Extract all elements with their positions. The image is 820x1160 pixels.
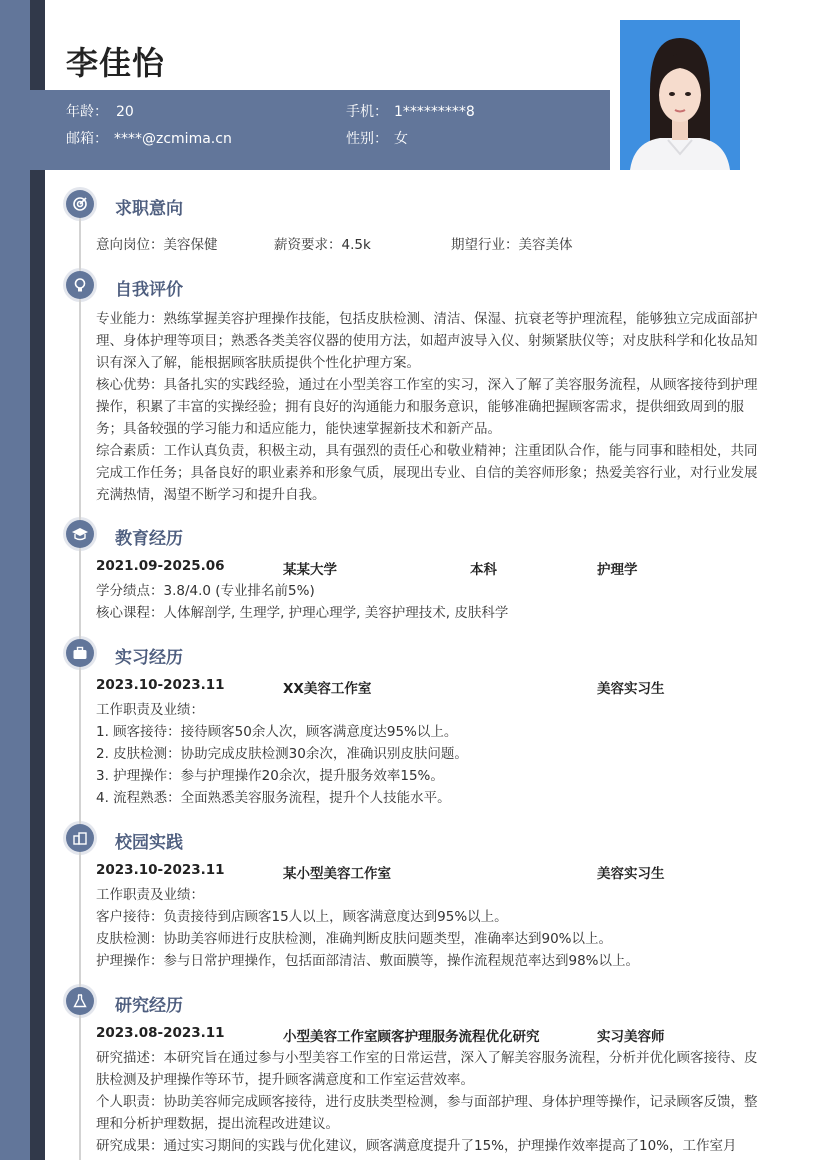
section-title-internship: 实习经历 (115, 648, 183, 668)
bulb-icon (66, 271, 94, 299)
internship-line: 2. 皮肤检测：协助完成皮肤检测30余次，准确识别皮肤问题。 (96, 746, 468, 762)
building-icon (66, 824, 94, 852)
phone-field (346, 101, 475, 121)
research-project: 小型美容工作室顾客护理服务流程优化研究 (283, 1029, 540, 1045)
section-title-campus: 校园实践 (115, 833, 183, 853)
campus-line: 护理操作：参与日常护理操作，包括面部清洁、敷面膜等，操作流程规范率达到98%以上。 (96, 953, 640, 969)
phone-value: 1*********8 (394, 104, 475, 120)
campus-org: 某小型美容工作室 (283, 866, 391, 882)
campus-line: 客户接待：负责接待到店顾客15人以上，顾客满意度达到95%以上。 (96, 909, 508, 925)
education-period: 2021.09-2025.06 (96, 558, 225, 574)
internship-line: 3. 护理操作：参与护理操作20余次，提升服务效率15%。 (96, 768, 444, 784)
gender-value: 女 (394, 131, 408, 147)
internship-line: 4. 流程熟悉：全面熟悉美容服务流程，提升个人技能水平。 (96, 790, 451, 806)
campus-line: 皮肤检测：协助美容师进行皮肤检测，准确判断皮肤问题类型，准确率达到90%以上。 (96, 931, 613, 947)
self-eval-body (96, 308, 766, 506)
age-value: 20 (116, 104, 134, 120)
flask-icon (66, 987, 94, 1015)
phone-label: 手机： (346, 104, 388, 120)
education-major: 护理学 (597, 562, 638, 578)
internship-period: 2023.10-2023.11 (96, 677, 225, 693)
internship-details (96, 699, 766, 809)
education-courses: 核心课程：人体解剖学, 生理学, 护理心理学, 美容护理技术, 皮肤科学 (96, 605, 509, 621)
section-title-research: 研究经历 (115, 996, 183, 1016)
self-eval-overall: 综合素质：工作认真负责，积极主动，具有强烈的责任心和敬业精神；注重团队合作，能与同事和睦相处，共同完成工作任务；具备良好的职业素养和形象气质，展现出专业、自信的美容师形象；热爱美容行业，对行业发展充满热情，渴望不断学习和提升自我。 (96, 443, 758, 503)
education-details (96, 580, 766, 624)
section-title-education: 教育经历 (115, 529, 183, 549)
left-decor-bar-dark-top (30, 0, 45, 90)
internship-role: 美容实习生 (597, 681, 665, 697)
gender-field (346, 128, 408, 148)
research-period: 2023.08-2023.11 (96, 1025, 225, 1041)
candidate-name: 李佳怡 (66, 44, 166, 82)
profile-photo (620, 20, 740, 170)
research-role: 实习美容师 (597, 1029, 665, 1045)
intention-industry: 期望行业：美容美体 (451, 237, 573, 253)
email-field (66, 128, 232, 148)
education-degree: 本科 (470, 562, 497, 578)
campus-details (96, 884, 766, 972)
research-duties: 个人职责：协助美容师完成顾客接待，进行皮肤类型检测，参与面部护理、身体护理等操作，记录顾客反馈，整理和分析护理数据，提出流程改进建议。 (96, 1094, 758, 1132)
age-field (66, 101, 134, 121)
briefcase-icon (66, 639, 94, 667)
intention-position: 意向岗位：美容保健 (96, 237, 218, 253)
age-label: 年龄： (66, 104, 108, 120)
self-eval-professional: 专业能力：熟练掌握美容护理操作技能，包括皮肤检测、清洁、保湿、抗衰老等护理流程，能够独立完成面部护理、身体护理等项目；熟悉各类美容仪器的使用方法，如超声波导入仪、射频紧肤仪等；对皮肤科学和化妆品知识有深入了解，能根据顾客肤质提供个性化护理方案。 (96, 311, 758, 371)
graduation-cap-icon (66, 520, 94, 548)
campus-period: 2023.10-2023.11 (96, 862, 225, 878)
section-title-intention: 求职意向 (115, 199, 183, 219)
email-value: ****@zcmima.cn (114, 131, 232, 147)
timeline-line (79, 200, 81, 1160)
research-results: 研究成果：通过实习期间的实践与优化建议，顾客满意度提升了15%，护理操作效率提高了10%，工作室月 (96, 1138, 737, 1154)
research-details (96, 1047, 766, 1157)
target-icon (66, 190, 94, 218)
internship-line: 工作职责及业绩： (96, 702, 204, 718)
section-title-self-eval: 自我评价 (115, 280, 183, 300)
internship-company: XX美容工作室 (283, 681, 372, 697)
left-decor-bar (0, 0, 30, 1160)
self-eval-advantages: 核心优势：具备扎实的实践经验，通过在小型美容工作室的实习，深入了解了美容服务流程，从顾客接待到护理操作，积累了丰富的实操经验；拥有良好的沟通能力和服务意识，能够准确把握顾客需求，提供细致周到的服务；具备较强的学习能力和适应能力，能快速掌握新技术和新产品。 (96, 377, 758, 437)
gender-label: 性别： (346, 131, 388, 147)
email-label: 邮箱： (66, 131, 108, 147)
left-decor-bar-dark (30, 170, 45, 1160)
intention-salary: 薪资要求：4.5k (274, 237, 371, 253)
education-gpa: 学分绩点：3.8/4.0 (专业排名前5%) (96, 583, 315, 599)
campus-role: 美容实习生 (597, 866, 665, 882)
research-description: 研究描述：本研究旨在通过参与小型美容工作室的日常运营，深入了解美容服务流程，分析并优化顾客接待、皮肤检测及护理操作等环节，提升顾客满意度和工作室运营效率。 (96, 1050, 758, 1088)
campus-line: 工作职责及业绩： (96, 887, 204, 903)
education-school: 某某大学 (283, 562, 337, 578)
internship-line: 1. 顾客接待：接待顾客50余人次，顾客满意度达95%以上。 (96, 724, 458, 740)
